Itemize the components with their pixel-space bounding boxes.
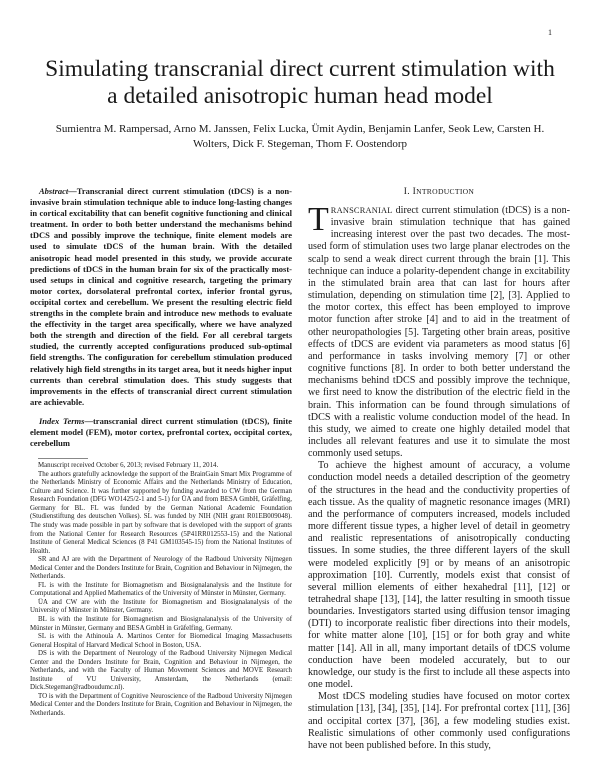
abstract-text: Transcranial direct current stimulation (tDCS) is a non-invasive brain stimulation technique able to induce long-lasting changes in cortical excitability that can benefit cognitive functioning and clinical treatment. In order to both better understand the mechanisms behind tDCS and possibly improve the technique, finite element models are used to simulate tDCS of the human brain. With the detailed anisotropic head model presented in this study, we provide accurate predictions of tDCS in the human brain for six of the practically most-used setups in clinical and cognitive research, targeting the primary motor cortex, dorsolateral prefrontal cortex, inferior frontal gyrus, occipital cortex and cerebellum. We present the resulting electric field strengths in the complete brain and introduce new methods to evaluate the effectivity in the target area specifically, where we have analyzed both the strength and direction of the field. For all cerebral targets studied, the currently accepted configurations produced sub-optimal field strengths. The configuration for cerebellum stimulation produced relatively high field strengths in its target area, but it needs higher input currents than cerebral stimulation does. This study suggests that improvements in the effects of transcranial direct current stimulation are achievable. — [30, 186, 292, 407]
intro-paragraph-2: To achieve the highest amount of accuracy, a volume conduction model needs a detailed description of the geometry of the structures in the head and the conductivity properties of each tissue. As the quality of magnetic resonance images (MRI) and the performance of computers increased, models included more different tissue types, a higher level of detail in geometry and realistic representations of anisotropically conducting tissues. In some studies, the three different layers of the skull were modeled explicitly [9] or by means of an anisotropic approximation [10]. Currently, models exist that consist of several million elements of either hexahedral [11], [12] or tetrahedral shape [13], [14], the latter resulting in smooth tissue boundaries. Investigators started using diffusion tensor imaging (DTI) to incorporate realistic fiber directions into their models, for white matter alone [10], [15] or for both gray and white matter [14]. All in all, many important details of tDCS volume conduction have been modeled accurately, but to our knowledge, our study is the first to include all these aspects into one model. — [308, 460, 570, 691]
footnote-affiliation-fl: FL is with the Institute for Biomagnetism and Biosignalanalysis and the Institute for Computational and Applied Mathematics of the University of Münster in Münster, Germany. — [30, 581, 292, 598]
left-column — [30, 186, 292, 719]
paper-title: Simulating transcranial direct current stimulation with a detailed anisotropic human head model — [45, 56, 555, 109]
index-terms-label: Index Terms — [39, 415, 85, 426]
introduction-body — [308, 201, 570, 752]
intro-paragraph-3: Most tDCS modeling studies have focused on motor cortex stimulation [13], [34], [35], [14]. For prefrontal cortex [11], [36] and occipital cortex [37], [36], a few modeling studies exist. Realistic simulations of other commonly used configurations have not been published before. In this study, — [308, 691, 570, 751]
footnote-affiliation-sl: SL is with the Athinoula A. Martinos Center for Biomedical Imaging Massachusetts General Hospital of Harvard Medical School in Boston, USA. — [30, 633, 292, 649]
intro-paragraph-1-text: direct current stimulation (tDCS) is a non-invasive brain stimulation technique that has gained increasing interest over the past two decades. The most-used form of stimulation uses two large planar electrodes on the scalp to send a weak direct current through the brain [1]. This technique can induce a polarity-dependent change in excitability in the stimulated brain area that can last for hours after stimulation, depending on stimulation time [2], [3]. Applied to the motor cortex, this effect has been employed to improve motor function after stroke [4] and to aid in the treatment of other neuropathologies [5]. Targeting other brain areas, positive effects of tDCS are evident via parameters as mood status [6] and performance in tasks involving memory [7] or other cognitive functions [8]. In order to both better understand the mechanisms behind tDCS and possibly improve the technique, we first need to know the distribution of the electric field in the brain. This information can be found through simulations of tDCS with a realistic volume conduction model of the head. In this study, we aimed to create one highly detailed model that includes all relevant features and use it to simulate the most commonly used setups. — [308, 205, 570, 460]
footnote-affiliation-ua-cw: ÜA and CW are with the Institute for Biomagnetism and Biosignalanalysis of the University of Münster in Münster, Germany. — [30, 598, 292, 615]
footnote-funding: The authors gratefully acknowledge the support of the BrainGain Smart Mix Programme of the Netherlands Ministry of Economic Affairs and the Netherlands Ministry of Education, Culture and Science. It was further supported by funding awarded to CW from the German Research Foundation (DFG WO1425/2-1 and 5-1) for ÜA and from BESA GmbH, Gräfelfing, Germany for BL. FL was funded by the German National Academic Foundation (Studienstiftung des deutschen Volkes). SL was funded by NIH (NIH grant R01EB009048). The study was made possible in part by software that is developed with the support of grants from the National Center for Research Resources (5P41RR012553-15) and the National Institute of General Medical Sciences (8 P41 GM103545-15) from the National Institutes of Health. — [30, 470, 292, 555]
section-heading — [308, 186, 570, 198]
footnote-affiliation-ds: DS is with the Department of Neurology of the Radboud University Nijmegen Medical Center and the Donders Institute for Brain, Cognition and Behaviour in Nijmegen, the Netherlands, and with the Faculty of Human Movement Sciences and MOVE Research Institute of VU University, Amsterdam, the Netherlands (email: Dick.Stegeman@radboudumc.nl). — [30, 650, 292, 692]
footnote-affiliation-bl: BL is with the Institute for Biomagnetism and Biosignalanalysis of the University of Münster in Münster, Germany and BESA GmbH in Gräfelfing, Germany. — [30, 616, 292, 632]
author-list: Sumientra M. Rampersad, Arno M. Janssen, Felix Lucka, Ümit Aydin, Benjamin Lanfer, Seok Lew, Carsten H. Wolters, Dick F. Stegeman, Thom F. Oostendorp — [55, 123, 545, 150]
footnotes — [30, 462, 292, 718]
intro-paragraph-1 — [308, 201, 570, 460]
index-terms — [30, 416, 292, 449]
abstract — [30, 186, 292, 408]
right-column — [308, 186, 570, 752]
section-numeral: I. — [403, 187, 410, 197]
footnote-affiliation-to: TO is with the Department of Cognitive Neuroscience of the Radboud University Nijmegen Medical Center and the Donders Institute for Brain, Cognition and Behaviour in Nijmegen, the Netherlands. — [30, 692, 292, 718]
first-word-rest: RANSCRANIAL — [330, 206, 393, 215]
abstract-label: Abstract— — [39, 186, 77, 196]
page-number: 1 — [548, 28, 552, 37]
section-title-initial: I — [412, 187, 417, 197]
footnote-divider — [38, 458, 88, 459]
footnote-manuscript: Manuscript received October 6, 2013; revised February 11, 2014. — [38, 462, 219, 470]
footnote-affiliation-sr-aj: SR and AJ are with the Department of Neurology of the Radboud University Nijmegen Medical Center and the Donders Institute for Brain, Cognition and Behaviour in Nijmegen, the Netherlands. — [30, 556, 292, 581]
index-terms-text: —transcranial direct current stimulation (tDCS), finite element model (FEM), motor cortex, prefrontal cortex, occipital cortex, cerebellum — [30, 415, 292, 449]
section-title-rest: NTRODUCTION — [416, 187, 475, 196]
drop-cap: T — [308, 201, 329, 238]
